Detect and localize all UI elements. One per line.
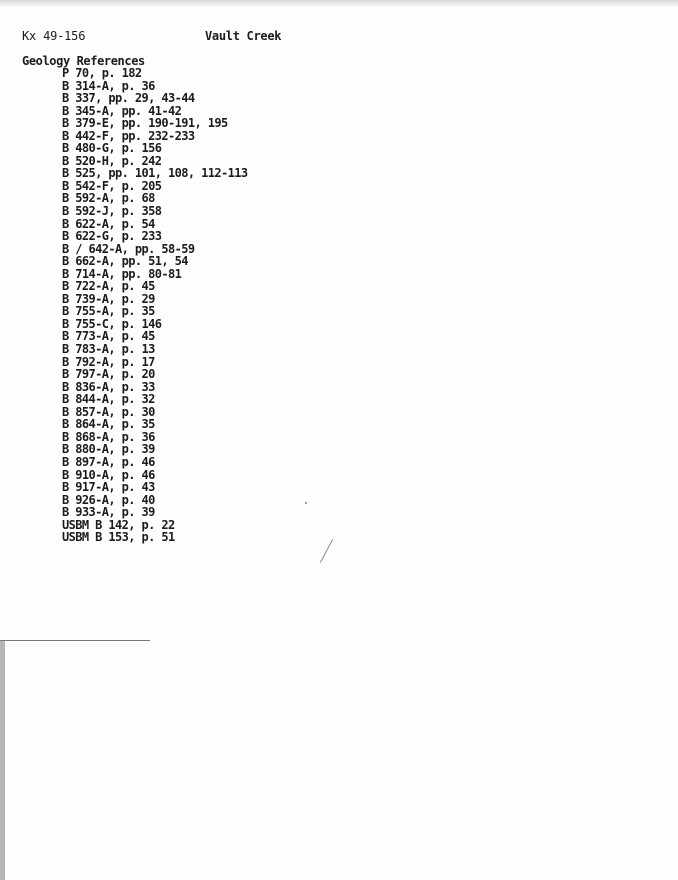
reference-entry: B 880-A, p. 39 bbox=[62, 442, 155, 457]
section-heading: Geology References bbox=[22, 54, 145, 68]
reference-entry: B 542-F, p. 205 bbox=[62, 178, 162, 193]
reference-entry: B 864-A, p. 35 bbox=[62, 417, 155, 432]
reference-entry: B 933-A, p. 39 bbox=[62, 505, 155, 520]
scan-shadow bbox=[0, 641, 5, 880]
reference-entry: B 714-A, pp. 80-81 bbox=[62, 266, 182, 281]
reference-entry: B 917-A, p. 43 bbox=[62, 480, 155, 495]
reference-entry: B 722-A, p. 45 bbox=[62, 279, 155, 294]
reference-entry: B / 642-A, pp. 58-59 bbox=[62, 241, 195, 256]
reference-entry: USBM B 153, p. 51 bbox=[62, 530, 175, 545]
reference-entry: B 520-H, p. 242 bbox=[62, 153, 162, 168]
reference-entry: USBM B 142, p. 22 bbox=[62, 517, 175, 532]
location-name: Vault Creek bbox=[205, 29, 282, 43]
reference-entry: B 480-G, p. 156 bbox=[62, 141, 162, 156]
reference-entry: B 337, pp. 29, 43-44 bbox=[62, 91, 195, 106]
reference-entry: B 910-A, p. 46 bbox=[62, 467, 155, 482]
reference-entry: B 857-A, p. 30 bbox=[62, 404, 155, 419]
file-number: Kx 49-156 bbox=[22, 29, 86, 43]
reference-entry: B 836-A, p. 33 bbox=[62, 379, 155, 394]
reference-entry: B 926-A, p. 40 bbox=[62, 492, 155, 507]
reference-entry: B 314-A, p. 36 bbox=[62, 78, 155, 93]
reference-entry: B 868-A, p. 36 bbox=[62, 429, 155, 444]
scan-top-edge bbox=[0, 0, 678, 8]
reference-entry: B 739-A, p. 29 bbox=[62, 291, 155, 306]
reference-entry: B 442-F, pp. 232-233 bbox=[62, 128, 195, 143]
reference-entry: B 379-E, pp. 190-191, 195 bbox=[62, 116, 228, 131]
reference-entry: B 345-A, pp. 41-42 bbox=[62, 103, 182, 118]
reference-entry: B 783-A, p. 13 bbox=[62, 342, 155, 357]
reference-entry: B 755-C, p. 146 bbox=[62, 316, 162, 331]
reference-entry: B 592-J, p. 358 bbox=[62, 204, 162, 219]
reference-entry: B 792-A, p. 17 bbox=[62, 354, 155, 369]
reference-entry: B 844-A, p. 32 bbox=[62, 392, 155, 407]
reference-entry: B 773-A, p. 45 bbox=[62, 329, 155, 344]
scan-speck bbox=[305, 502, 307, 504]
pencil-mark bbox=[320, 539, 333, 562]
reference-entry: B 525, pp. 101, 108, 112-113 bbox=[62, 166, 248, 181]
reference-entry: B 755-A, p. 35 bbox=[62, 304, 155, 319]
reference-entry: B 592-A, p. 68 bbox=[62, 191, 155, 206]
fold-line bbox=[0, 640, 150, 641]
reference-entry: B 797-A, p. 20 bbox=[62, 367, 155, 382]
reference-entry: B 622-A, p. 54 bbox=[62, 216, 155, 231]
reference-entry: B 897-A, p. 46 bbox=[62, 454, 155, 469]
reference-entry: B 662-A, pp. 51, 54 bbox=[62, 254, 188, 269]
reference-entry: P 70, p. 182 bbox=[62, 66, 142, 80]
reference-entry: B 622-G, p. 233 bbox=[62, 229, 162, 244]
reference-list bbox=[62, 67, 248, 544]
